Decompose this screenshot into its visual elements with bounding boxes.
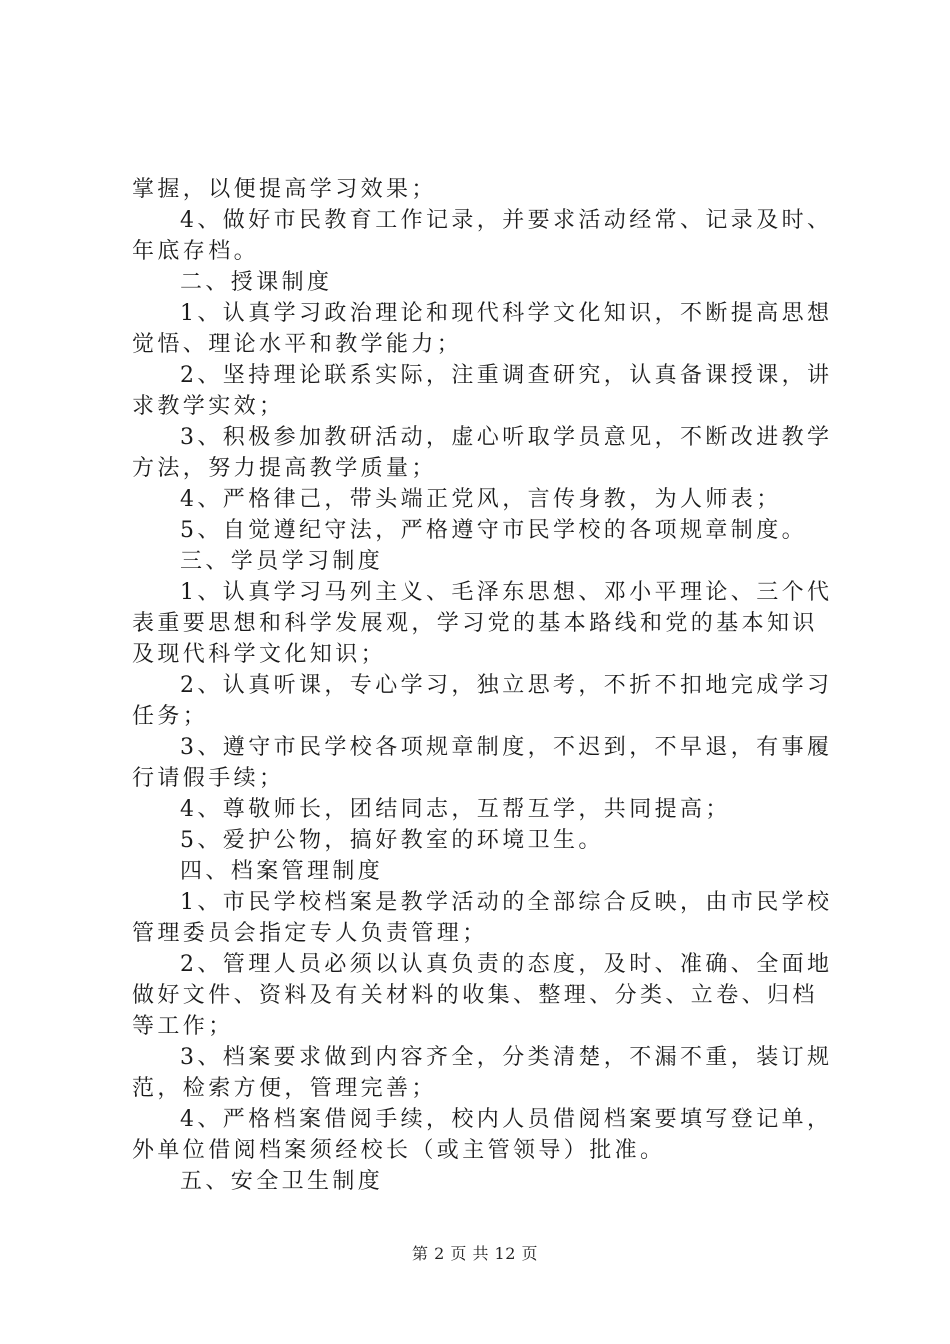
text-line: 3、档案要求做到内容齐全，分类清楚，不漏不重，装订规	[180, 1045, 832, 1070]
text-line: 任务；	[132, 704, 209, 729]
text-line: 1、认真学习政治理论和现代科学文化知识，不断提高思想	[180, 301, 832, 326]
text-line: 4、严格档案借阅手续，校内人员借阅档案要填写登记单，	[180, 1107, 832, 1132]
text-line: 五、安全卫生制度	[180, 1169, 384, 1194]
text-line: 5、爱护公物，搞好教室的环境卫生。	[180, 828, 604, 853]
text-line: 4、尊敬师长，团结同志，互帮互学，共同提高；	[180, 797, 731, 822]
text-line: 2、坚持理论联系实际，注重调查研究，认真备课授课，讲	[180, 363, 832, 388]
text-line: 2、认真听课，专心学习，独立思考，不折不扣地完成学习	[180, 673, 832, 698]
text-line: 做好文件、资料及有关材料的收集、整理、分类、立卷、归档	[132, 983, 818, 1008]
text-line: 3、遵守市民学校各项规章制度，不迟到，不早退，有事履	[180, 735, 832, 760]
text-line: 行请假手续；	[132, 766, 285, 791]
text-line: 年底存档。	[132, 239, 260, 264]
text-line: 方法，努力提高教学质量；	[132, 456, 437, 481]
text-line: 掌握，以便提高学习效果；	[132, 177, 437, 202]
text-line: 4、严格律己，带头端正党风，言传身教，为人师表；	[180, 487, 782, 512]
text-line: 外单位借阅档案须经校长（或主管领导）批准。	[132, 1138, 666, 1163]
text-line: 5、自觉遵纪守法，严格遵守市民学校的各项规章制度。	[180, 518, 807, 543]
text-line: 3、积极参加教研活动，虚心听取学员意见，不断改进教学	[180, 425, 832, 450]
text-line: 1、市民学校档案是教学活动的全部综合反映，由市民学校	[180, 890, 832, 915]
page-footer: 第 2 页 共 12 页	[412, 1244, 538, 1263]
text-line: 表重要思想和科学发展观，学习党的基本路线和党的基本知识	[132, 611, 818, 636]
text-line: 及现代科学文化知识；	[132, 642, 387, 667]
text-line: 三、学员学习制度	[180, 549, 384, 574]
text-line: 二、授课制度	[180, 270, 333, 295]
text-line: 觉悟、理论水平和教学能力；	[132, 332, 463, 357]
text-line: 管理委员会指定专人负责管理；	[132, 921, 488, 946]
text-line: 4、做好市民教育工作记录，并要求活动经常、记录及时、	[180, 208, 832, 233]
text-line: 1、认真学习马列主义、毛泽东思想、邓小平理论、三个代	[180, 580, 832, 605]
text-line: 四、档案管理制度	[180, 859, 384, 884]
document-body	[132, 174, 832, 1197]
text-line: 范，检索方便，管理完善；	[132, 1076, 437, 1101]
text-line: 2、管理人员必须以认真负责的态度，及时、准确、全面地	[180, 952, 832, 977]
text-line: 求教学实效；	[132, 394, 285, 419]
text-line: 等工作；	[132, 1014, 234, 1039]
